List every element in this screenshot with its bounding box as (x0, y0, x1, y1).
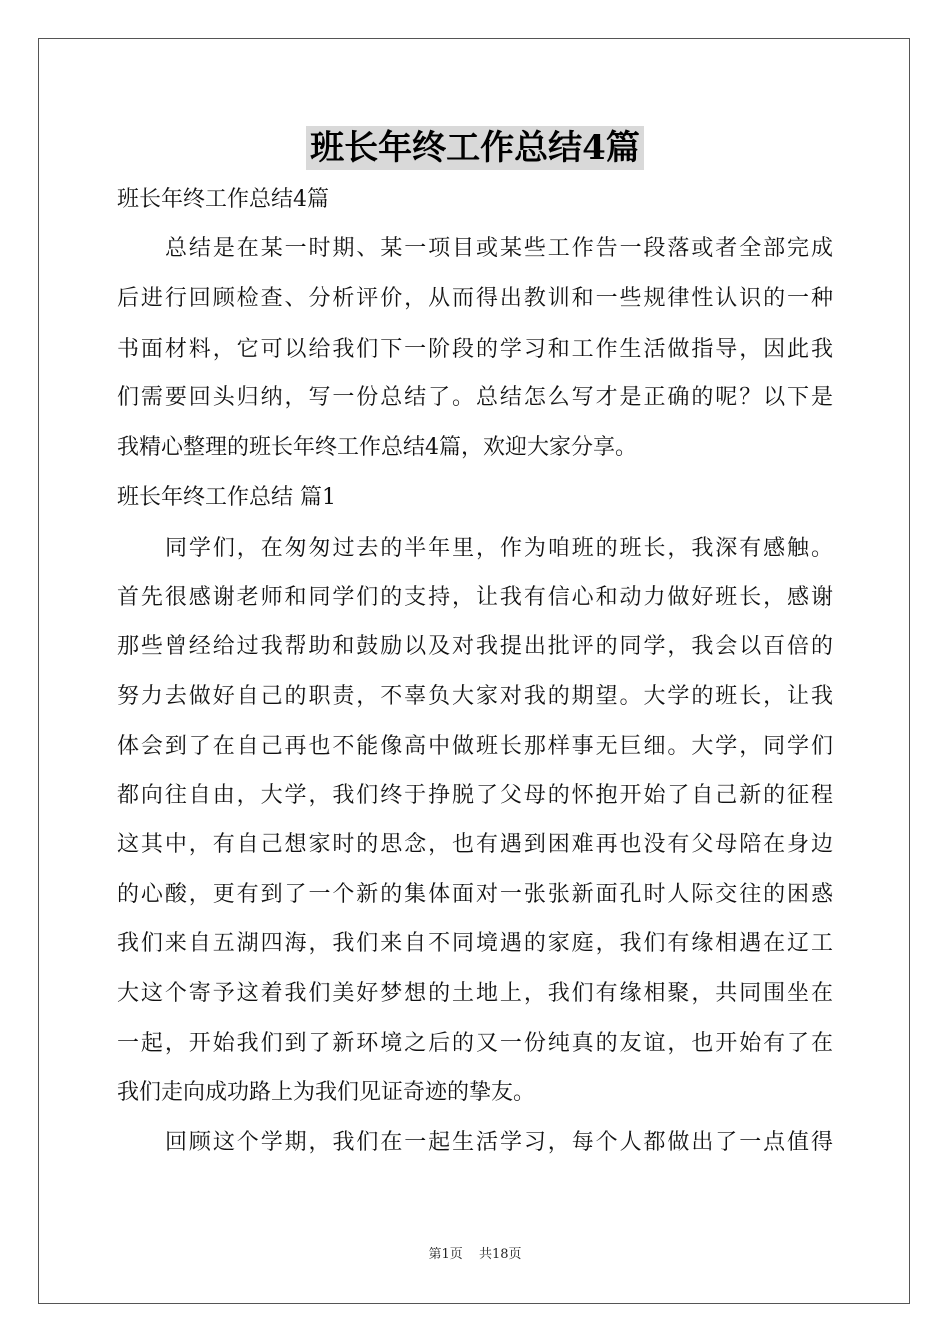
document-title: 班长年终工作总结4篇 (306, 126, 644, 170)
paragraph-line: 我们走向成功路上为我们见证奇迹的挚友。 (117, 1080, 536, 1105)
intro-line: 我精心整理的班长年终工作总结4篇，欢迎大家分享。 (117, 435, 637, 460)
document-subtitle: 班长年终工作总结4篇 (117, 187, 329, 212)
paragraph-line: 的心酸，更有到了一个新的集体面对一张张新面孔时人际交往的困惑 (117, 882, 833, 907)
paragraph-line: 那些曾经给过我帮助和鼓励以及对我提出批评的同学，我会以百倍的 (117, 634, 833, 659)
intro-line: 书面材料，它可以给我们下一阶段的学习和工作生活做指导，因此我 (117, 337, 833, 362)
intro-line: 后进行回顾检查、分析评价，从而得出教训和一些规律性认识的一种 (117, 286, 833, 311)
paragraph-line: 我们来自五湖四海，我们来自不同境遇的家庭，我们有缘相遇在辽工 (117, 931, 833, 956)
paragraph-line: 首先很感谢老师和同学们的支持，让我有信心和动力做好班长，感谢 (117, 585, 833, 610)
page-frame (38, 38, 910, 1304)
section-heading: 班长年终工作总结 篇1 (117, 485, 336, 510)
title-wrap (0, 126, 950, 170)
paragraph-line: 这其中，有自己想家时的思念，也有遇到困难再也没有父母陪在身边 (117, 832, 833, 857)
paragraph-line: 回顾这个学期，我们在一起生活学习，每个人都做出了一点值得 (165, 1130, 833, 1155)
page-footer (0, 1246, 950, 1264)
paragraph-line: 都向往自由，大学，我们终于挣脱了父母的怀抱开始了自己新的征程 (117, 783, 833, 808)
paragraph-line: 一起，开始我们到了新环境之后的又一份纯真的友谊，也开始有了在 (117, 1031, 833, 1056)
intro-line: 总结是在某一时期、某一项目或某些工作告一段落或者全部完成 (165, 236, 833, 261)
page-number: 第1页 (428, 1247, 463, 1262)
paragraph-line: 体会到了在自己再也不能像高中做班长那样事无巨细。大学，同学们 (117, 734, 833, 759)
paragraph-line: 努力去做好自己的职责，不辜负大家对我的期望。大学的班长，让我 (117, 684, 833, 709)
paragraph-line: 同学们，在匆匆过去的半年里，作为咱班的班长，我深有感触。 (165, 536, 833, 561)
paragraph-line: 大这个寄予这着我们美好梦想的土地上，我们有缘相聚，共同围坐在 (117, 981, 833, 1006)
intro-line: 们需要回头归纳，写一份总结了。总结怎么写才是正确的呢？以下是 (117, 385, 833, 410)
page-total: 共18页 (478, 1247, 522, 1262)
